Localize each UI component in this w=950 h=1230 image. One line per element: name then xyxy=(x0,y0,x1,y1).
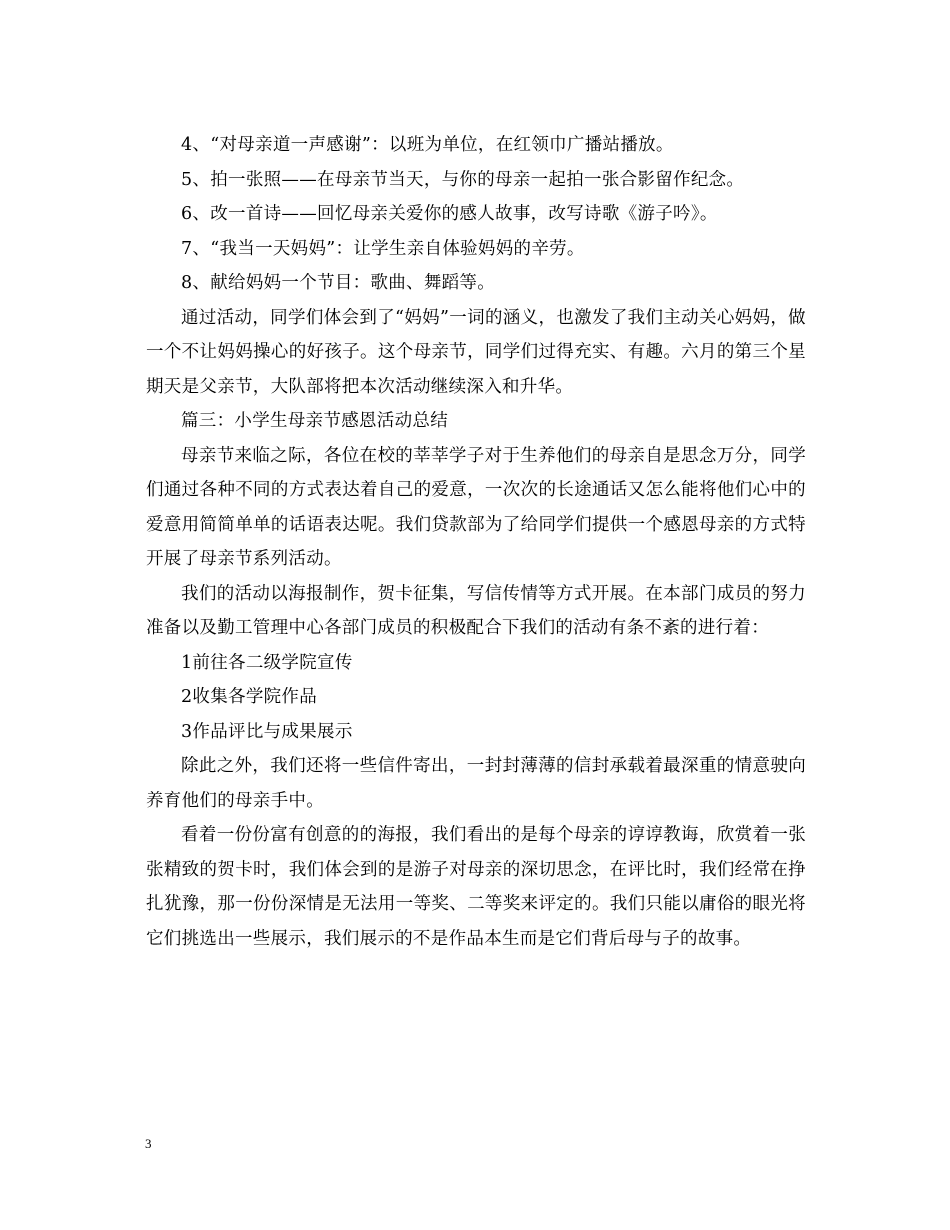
document-body xyxy=(146,128,806,956)
page-number: 3 xyxy=(145,1136,152,1151)
letters-paragraph: 除此之外，我们还将一些信件寄出，一封封薄薄的信封承载着最深重的情意驶向养育他们的母亲手中。 xyxy=(146,756,806,811)
section-heading: 篇三：小学生母亲节感恩活动总结 xyxy=(181,411,448,431)
closing-paragraph: 看着一份份富有创意的的海报，我们看出的是每个母亲的谆谆教诲，欣赏着一张张精致的贺卡时，我们体会到的是游子对母亲的深切思念，在评比时，我们经常在挣扎犹豫，那一份份深情是无法用一等奖、二等奖来评定的。我们只能以庸俗的眼光将它们挑选出一些展示，我们展示的不是作品本生而是它们背后母与子的故事。 xyxy=(146,825,806,949)
intro-paragraph: 母亲节来临之际，各位在校的莘莘学子对于生养他们的母亲自是思念万分，同学们通过各种不同的方式表达着自己的爱意，一次次的长途通话又怎么能将他们心中的爱意用简简单单的话语表达呢。我们贷款部为了给同学们提供一个感恩母亲的方式特开展了母亲节系列活动。 xyxy=(146,445,806,569)
list-item-6: 6、改一首诗——回忆母亲关爱你的感人故事，改写诗歌《游子吟》。 xyxy=(181,204,718,224)
list-item-7: 7、“我当一天妈妈”：让学生亲自体验妈妈的辛劳。 xyxy=(181,238,585,259)
list-item-5: 5、拍一张照——在母亲节当天，与你的母亲一起拍一张合影留作纪念。 xyxy=(181,169,745,190)
step-item-3: 3作品评比与成果展示 xyxy=(181,721,353,742)
step-item-1: 1前往各二级学院宣传 xyxy=(181,652,353,673)
summary-paragraph: 通过活动，同学们体会到了“妈妈”一词的涵义，也激发了我们主动关心妈妈，做一个不让妈妈操心的好孩子。这个母亲节，同学们过得充实、有趣。六月的第三个星期天是父亲节，大队部将把本次活动继续深入和升华。 xyxy=(146,307,806,397)
list-item-8: 8、献给妈妈一个节目：歌曲、舞蹈等。 xyxy=(181,273,496,293)
activity-paragraph: 我们的活动以海报制作，贺卡征集，写信传情等方式开展。在本部门成员的努力准备以及勤工管理中心各部门成员的积极配合下我们的活动有条不紊的进行着： xyxy=(146,583,806,638)
list-item-4: 4、“对母亲道一声感谢”：以班为单位，在红领巾广播站播放。 xyxy=(181,135,674,155)
step-item-2: 2收集各学院作品 xyxy=(181,687,318,707)
